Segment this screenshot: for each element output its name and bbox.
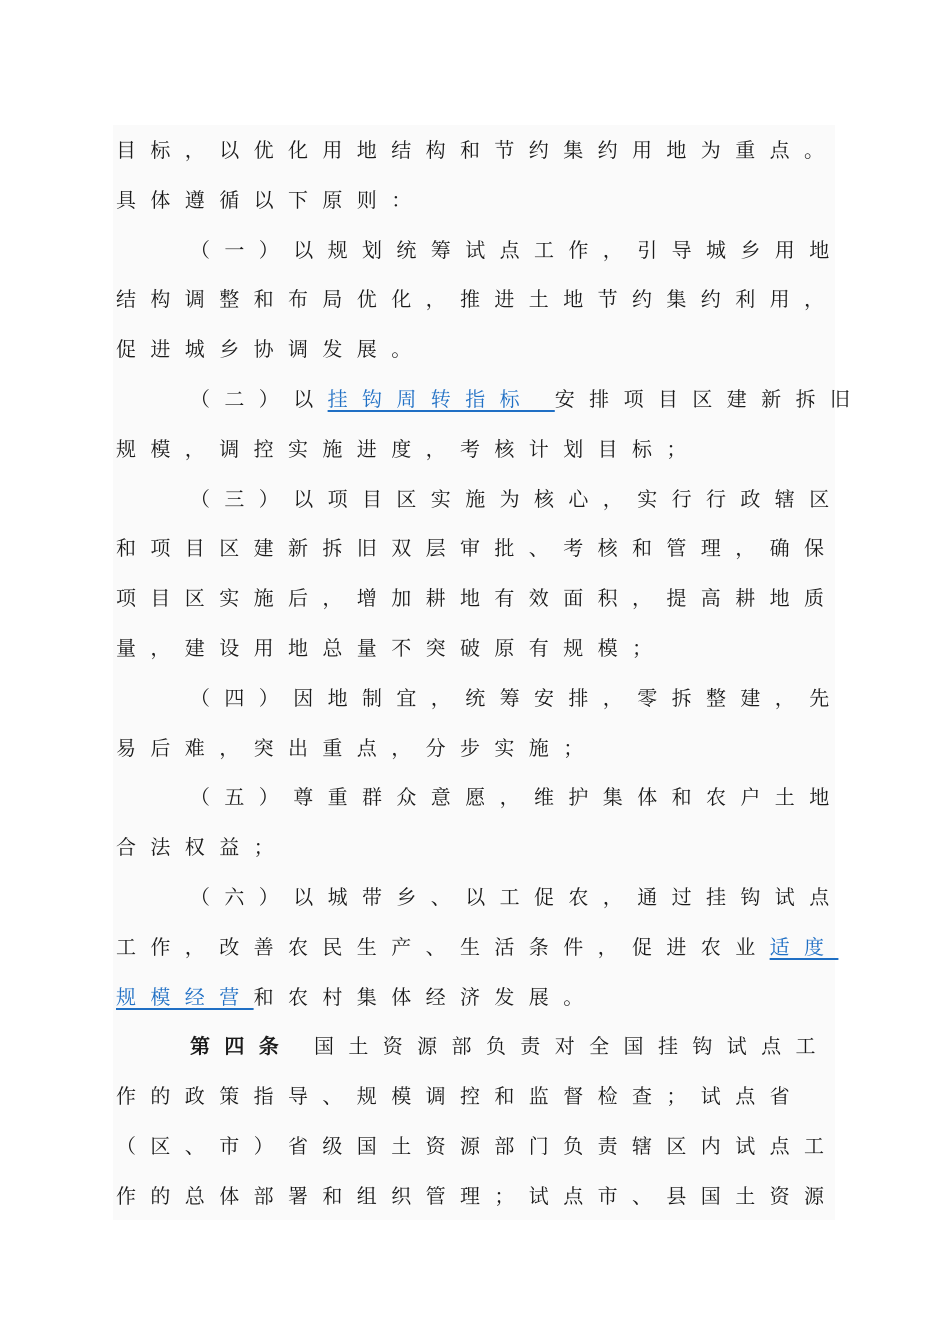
paragraph-line: （六）以城带乡、以工促农，通过挂钩试点 <box>190 884 844 909</box>
paragraph-line: 规模，调控实施进度，考核计划目标； <box>116 436 701 461</box>
line-text: 和农村集体经济发展。 <box>253 984 598 1009</box>
paragraph-line: 作的总体部署和组织管理；试点市、县国土资源 <box>116 1183 839 1208</box>
paragraph-line: 目标，以优化用地结构和节约集约用地为重点。 <box>116 138 839 162</box>
paragraph-line <box>113 375 865 425</box>
line-text: 国土资源部负责对全国挂钩试点工 <box>293 1034 830 1059</box>
paragraph-line: （四）因地制宜，统筹安排，零拆整建，先 <box>190 685 844 710</box>
paragraph-line: 促进城乡协调发展。 <box>116 337 426 362</box>
line-text: 工作，改善农民生产、生活条件，促进农业 <box>116 934 770 959</box>
paragraph-line: （五）尊重群众意愿，维护集体和农户土地 <box>190 785 844 810</box>
line-text: 安排项目区建新拆旧 <box>554 386 865 411</box>
paragraph-line: 作的政策指导、规模调控和监督检查；试点省 <box>116 1084 804 1109</box>
hyperlink-scale-operation[interactable]: 规模经营 <box>116 984 254 1009</box>
article-heading: 第四条 <box>190 1034 294 1059</box>
paragraph-line: 项目区实施后，增加耕地有效面积，提高耕地质 <box>116 586 839 611</box>
paragraph-line: 和项目区建新拆旧双层审批、考核和管理，确保 <box>116 536 839 561</box>
paragraph-line <box>113 973 835 1023</box>
paragraph-line: （区、市）省级国土资源部门负责辖区内试点工 <box>116 1133 839 1158</box>
line-text: （二）以 <box>190 386 328 411</box>
paragraph-line: 易后难，突出重点，分步实施； <box>116 735 598 760</box>
document-body <box>113 125 865 1220</box>
paragraph-line: （三）以项目区实施为核心，实行行政辖区 <box>190 486 844 511</box>
hyperlink-quota-turnover[interactable]: 挂钩周转指标 <box>327 386 555 411</box>
paragraph-line: 具体遵循以下原则： <box>116 187 426 212</box>
paragraph-line: 结构调整和布局优化，推进土地节约集约利用， <box>116 287 839 312</box>
paragraph-line <box>113 1022 835 1072</box>
paragraph-line: 量，建设用地总量不突破原有规模； <box>116 635 667 660</box>
paragraph-line: （一）以规划统筹试点工作，引导城乡用地 <box>190 237 844 262</box>
hyperlink-moderate-scale[interactable]: 适度 <box>769 934 839 959</box>
paragraph-line <box>113 923 839 973</box>
paragraph-line: 合法权益； <box>116 835 288 860</box>
